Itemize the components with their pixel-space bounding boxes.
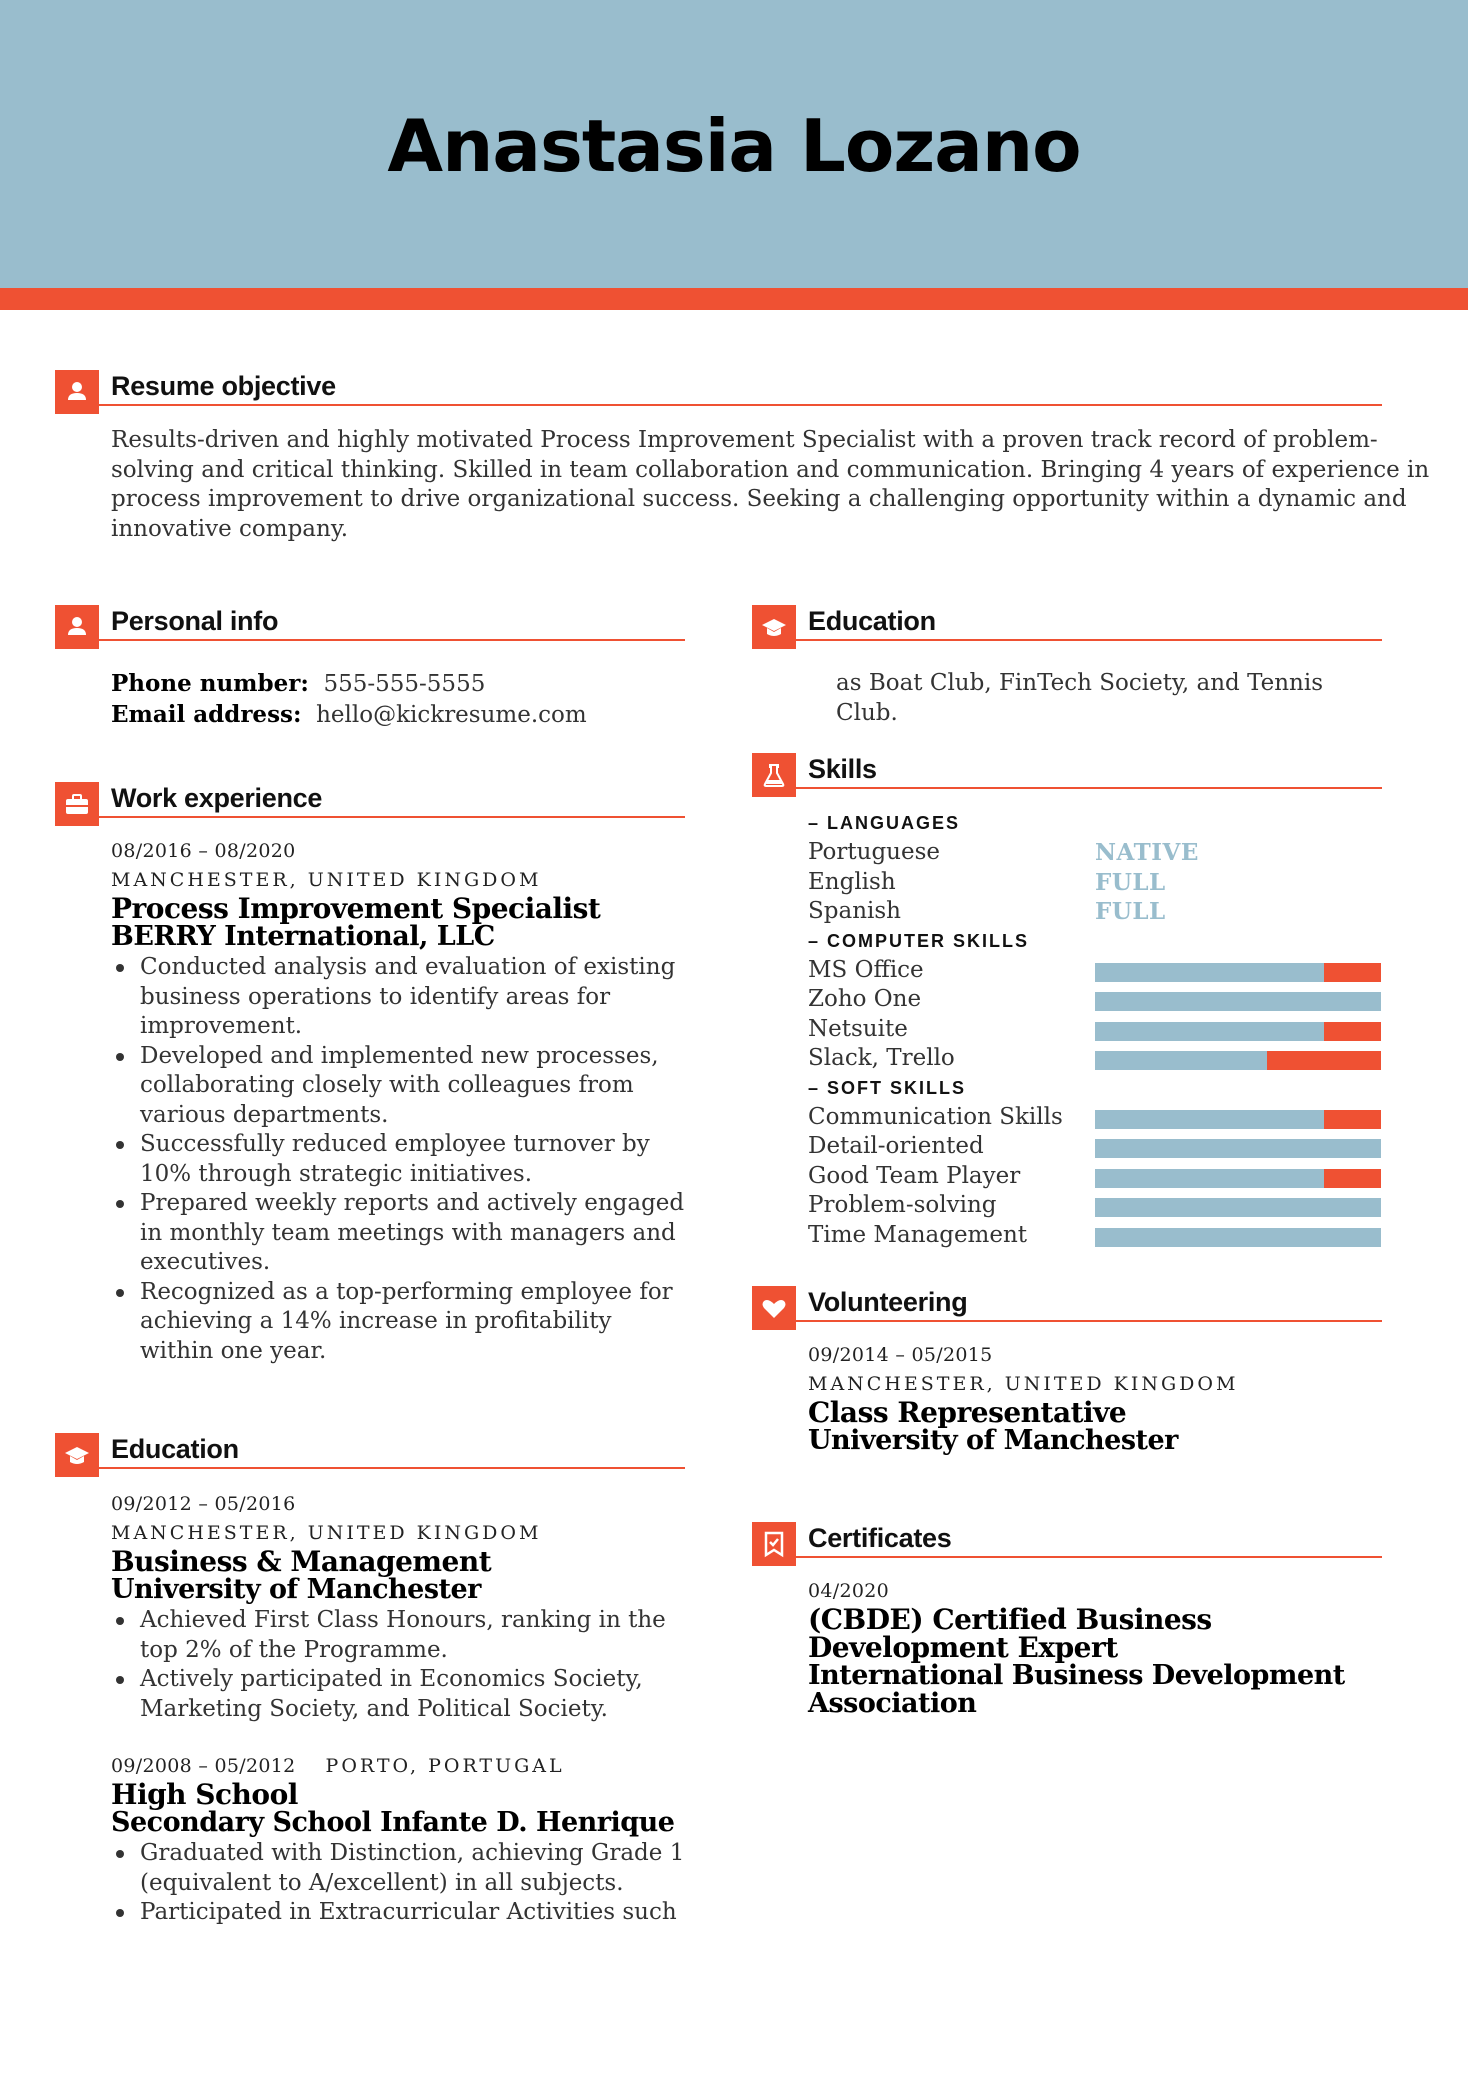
list-item: Conducted analysis and evaluation of existing business operations to identify areas for improvement.: [111, 953, 685, 1042]
skill-level-fill: [1095, 1228, 1381, 1247]
section-header: [752, 753, 1382, 797]
skills-body: [808, 809, 1382, 1250]
section-header: [752, 605, 1382, 649]
education-dates-row: [111, 1752, 685, 1781]
section-title: Resume objective: [111, 371, 336, 401]
language-row: [808, 897, 1382, 927]
skill-level-fill: [1095, 1198, 1381, 1217]
job-title: Process Improvement Specialist: [111, 892, 601, 925]
education-dates: 09/2012 – 05/2016: [111, 1493, 296, 1515]
skill-row: [808, 1221, 1382, 1251]
language-level: FULL: [1095, 898, 1166, 925]
volunteering-section: [752, 1286, 1382, 1455]
section-header: [55, 782, 685, 826]
skill-level-bar: [1095, 1198, 1381, 1217]
list-item: Actively participated in Economics Society, Marketing Society, and Political Society.: [111, 1665, 685, 1724]
skill-level-bar: [1095, 1110, 1381, 1129]
work-bullets: [111, 953, 685, 1366]
certificate-icon: [752, 1522, 796, 1566]
phone-value: 555-555-5555: [323, 671, 486, 697]
person-icon: [55, 370, 99, 414]
language-name: English: [808, 868, 896, 895]
school-name: Secondary School Infante D. Henrique: [111, 1807, 675, 1838]
candidate-name: Anastasia Lozano: [387, 104, 1081, 188]
volunteering-location: MANCHESTER, UNITED KINGDOM: [808, 1373, 1239, 1395]
skill-row: [808, 1044, 1382, 1074]
section-divider: [796, 1320, 1382, 1322]
education-dates: 09/2008 – 05/2012: [111, 1755, 296, 1777]
list-item: Prepared weekly reports and actively engaged in monthly team meetings with managers and executives.: [111, 1189, 685, 1278]
skills-section: [752, 753, 1382, 1250]
skill-name: Communication Skills: [808, 1103, 1063, 1130]
section-divider: [796, 787, 1382, 789]
email-value: hello@kickresume.com: [316, 701, 587, 728]
skill-level-fill: [1095, 1110, 1324, 1129]
skill-level-fill: [1095, 1022, 1324, 1041]
certificate-name: (CBDE) Certified Business Development Expert: [808, 1603, 1212, 1664]
certificate-date: 04/2020: [808, 1580, 890, 1602]
volunteering-dates: 09/2014 – 05/2015: [808, 1344, 993, 1366]
skill-level-fill: [1095, 963, 1324, 982]
list-item: Achieved First Class Honours, ranking in the top 2% of the Programme.: [111, 1606, 685, 1665]
section-title: Work experience: [111, 783, 323, 813]
education-location: MANCHESTER, UNITED KINGDOM: [111, 1522, 542, 1544]
list-item: Successfully reduced employee turnover by 10% through strategic initiatives.: [111, 1130, 685, 1189]
skill-name: Problem-solving: [808, 1192, 997, 1218]
soft-skills-heading: – SOFT SKILLS: [808, 1077, 967, 1098]
certificates-section: [752, 1522, 1382, 1718]
section-header: [55, 1433, 685, 1477]
skill-level-bar: [1095, 1169, 1381, 1188]
graduation-cap-icon: [752, 605, 796, 649]
section-header: [55, 605, 685, 649]
skill-level-fill: [1095, 1139, 1381, 1158]
section-divider: [99, 816, 685, 818]
section-title: Volunteering: [808, 1287, 968, 1317]
degree-name: High School: [111, 1778, 298, 1811]
skill-name: Zoho One: [808, 986, 922, 1012]
language-row: [808, 838, 1382, 868]
skill-name: Netsuite: [808, 1015, 908, 1042]
education-continued-section: [752, 605, 1382, 728]
work-entry: [111, 837, 685, 1366]
list-item: Participated in Extracurricular Activities such: [111, 1898, 685, 1928]
skill-row: [808, 985, 1382, 1015]
skill-level-bar: [1095, 1139, 1381, 1158]
section-title: Skills: [808, 754, 877, 784]
certificate-issuer: International Business Development Association: [808, 1660, 1345, 1719]
section-header: [55, 370, 1382, 414]
skill-level-bar: [1095, 963, 1381, 982]
education-bullets: [111, 1606, 685, 1724]
education-entry: [111, 1752, 685, 1928]
header-banner: [0, 0, 1468, 288]
work-experience-section: [55, 782, 685, 1366]
contact-block: [111, 669, 685, 730]
objective-section: [55, 370, 1430, 544]
objective-text: Results-driven and highly motivated Process Improvement Specialist with a proven track record of problem-solving and critical thinking. Skilled in team collaboration and communication. Bringing 4 years of experience in process improvement to drive organizational success. Seeking a challenging opportunity within a dynamic and innovative company.: [111, 427, 1430, 542]
degree-name: Business & Management: [111, 1545, 492, 1578]
skill-name: Good Team Player: [808, 1162, 1021, 1189]
certificate-entry: [808, 1577, 1368, 1718]
work-location: MANCHESTER, UNITED KINGDOM: [111, 869, 542, 891]
language-name: Spanish: [808, 898, 901, 924]
section-title: Education: [111, 1434, 239, 1464]
education-continuation-text: as Boat Club, FinTech Society, and Tennis Club.: [836, 670, 1324, 726]
email-row: [111, 700, 685, 731]
phone-label: Phone number:: [111, 670, 309, 697]
languages-heading: – LANGUAGES: [808, 813, 961, 833]
education-location: PORTO, PORTUGAL: [325, 1755, 565, 1777]
person-icon: [55, 605, 99, 649]
skill-level-bar: [1095, 1051, 1381, 1070]
section-title: Personal info: [111, 606, 279, 636]
section-divider: [99, 404, 1382, 406]
language-row: [808, 868, 1382, 898]
skill-row: [808, 956, 1382, 986]
skill-row: [808, 1015, 1382, 1045]
education-entry: [111, 1490, 685, 1724]
company-name: BERRY International, LLC: [111, 921, 495, 952]
skill-row: [808, 1132, 1382, 1162]
section-divider: [796, 1556, 1382, 1558]
section-divider: [796, 639, 1382, 641]
education-section: [55, 1433, 685, 1928]
school-name: University of Manchester: [111, 1574, 481, 1605]
language-level: FULL: [1095, 868, 1166, 896]
skill-row: [808, 1103, 1382, 1133]
section-divider: [99, 639, 685, 641]
language-name: Portuguese: [808, 839, 941, 865]
list-item: Developed and implemented new processes, collaborating closely with colleagues from various departments.: [111, 1042, 685, 1131]
volunteering-entry: [808, 1341, 1382, 1455]
skill-name: Detail-oriented: [808, 1133, 984, 1159]
computer-skills-heading: – COMPUTER SKILLS: [808, 930, 1030, 951]
education-bullets: [111, 1839, 685, 1928]
flask-icon: [752, 753, 796, 797]
phone-row: [111, 669, 685, 700]
skill-level-fill: [1095, 992, 1381, 1011]
graduation-cap-icon: [55, 1433, 99, 1477]
section-divider: [99, 1467, 685, 1469]
skill-row: [808, 1162, 1382, 1192]
language-level: NATIVE: [1095, 839, 1199, 866]
personal-info-section: [55, 605, 685, 730]
skill-level-bar: [1095, 992, 1381, 1011]
skill-name: Time Management: [808, 1221, 1028, 1248]
work-dates: 08/2016 – 08/2020: [111, 840, 296, 862]
header-accent-bar: [0, 288, 1468, 310]
volunteering-role: Class Representative: [808, 1396, 1127, 1429]
volunteering-organization: University of Manchester: [808, 1425, 1178, 1456]
briefcase-icon: [55, 782, 99, 826]
skill-name: Slack, Trello: [808, 1045, 955, 1071]
email-label: Email address:: [111, 700, 302, 728]
section-header: [752, 1522, 1382, 1566]
list-item: Graduated with Distinction, achieving Grade 1 (equivalent to A/excellent) in all subjects.: [111, 1839, 685, 1898]
skill-name: MS Office: [808, 956, 924, 983]
skill-level-bar: [1095, 1022, 1381, 1041]
section-header: [752, 1286, 1382, 1330]
section-title: Education: [808, 606, 936, 636]
list-item: Recognized as a top-performing employee for achieving a 14% increase in profitability within one year.: [111, 1278, 685, 1367]
section-title: Certificates: [808, 1523, 952, 1553]
skill-level-bar: [1095, 1228, 1381, 1247]
skill-row: [808, 1191, 1382, 1221]
heart-icon: [752, 1286, 796, 1330]
skill-level-fill: [1095, 1051, 1267, 1070]
skill-level-fill: [1095, 1169, 1324, 1188]
